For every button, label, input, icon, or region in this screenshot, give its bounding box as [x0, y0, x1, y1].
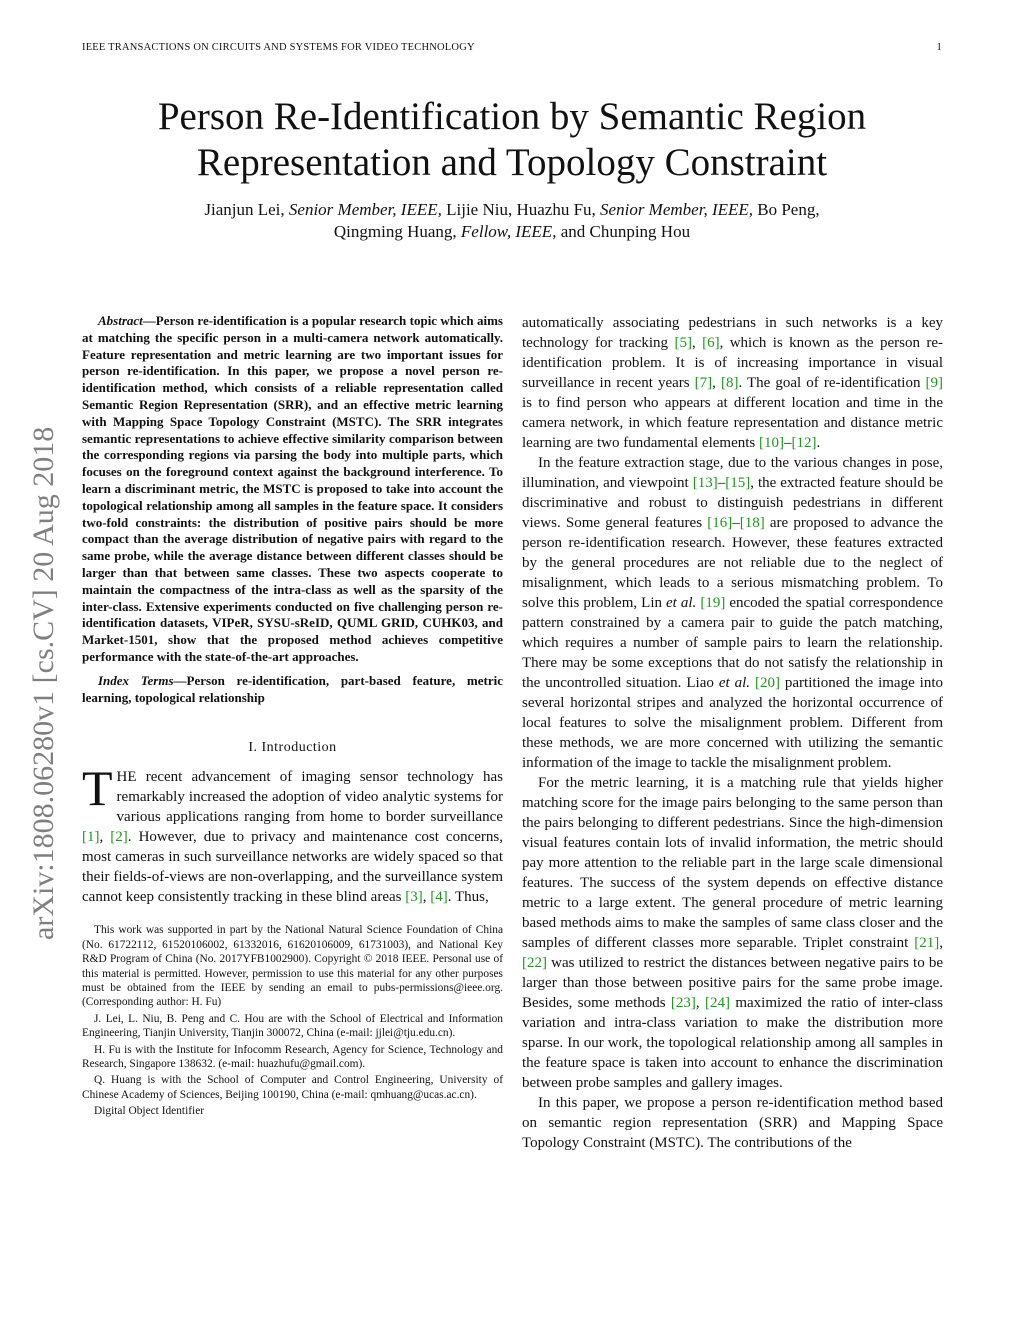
intro-paragraph-4	[522, 773, 943, 1093]
author-name: Bo Peng,	[753, 200, 820, 219]
text-run: encoded the spatial correspondence pattern constrained by a camera pair to guide the patch matching, which requires a number of sample pairs to learn the relationship. There may be some exceptions that do not satisfy the relationship in the uncontrolled situation. Liao	[522, 595, 944, 691]
citation-link[interactable]: [8]	[720, 375, 739, 391]
text-run: . Thus,	[447, 889, 489, 906]
text-run: ,	[712, 375, 721, 391]
footnotes	[82, 923, 503, 1118]
footnote-doi: Digital Object Identifier	[94, 1105, 205, 1118]
section-heading-introduction: I. Introduction	[248, 740, 337, 756]
citation-link[interactable]: [3]	[405, 889, 423, 906]
author-role: Senior Member, IEEE,	[288, 200, 442, 219]
running-header	[82, 42, 942, 53]
text-run: –	[732, 515, 740, 531]
page-number: 1	[936, 42, 942, 53]
paper-title	[40, 94, 984, 186]
citation-link[interactable]: [16]	[707, 515, 733, 531]
title-line-1: Person Re-Identification by Semantic Region	[157, 95, 867, 138]
text-run: –	[784, 435, 792, 451]
author-line-1	[40, 199, 984, 221]
text-run: ,	[99, 829, 111, 846]
text-run: ,	[691, 335, 703, 351]
citation-link[interactable]: [23]	[670, 995, 696, 1011]
citation-link[interactable]: [9]	[925, 375, 943, 391]
citation-link[interactable]: [1]	[82, 829, 100, 846]
citation-link[interactable]: [15]	[725, 475, 751, 491]
citation-link[interactable]: [21]	[914, 935, 940, 951]
text-run: automatically associating pedestrians in such networks is a key technology for tracking	[522, 315, 943, 351]
author-name: and Chunping Hou	[556, 222, 691, 241]
text-run: ,	[422, 889, 431, 906]
abstract-text: —Person re-identification is a popular research topic which aims at matching the specific person in a multi-camera network automatically. Feature representation and metric learning are two important issues for person re-identification. In this paper, we propose a novel person re-identification method, which consists of a reliable representation called Semantic Region Representation (SRR), and an effective metric learning with Mapping Space Topology Constraint (MSTC). The SRR integrates semantic representations to achieve effective similarity comparison between the corresponding regions via parsing the body into multiple parts, which focuses on the foreground context against the background interference. To learn a discriminant metric, the MSTC is proposed to take into account the topological relationship among all samples in the feature space. It considers two-fold constraints: the distribution of positive pairs should be more compact than the average distribution of negative pairs with regard to the same probe, while the average distance between different classes should be larger than that between same classes. These two aspects cooperate to maintain the compactness of the intra-class as well as the sparsity of the inter-class. Extensive experiments conducted on five challenging person re-identification datasets, VIPeR, SYSU-sReID, QUML GRID, CUHK03, and Market-1501, show that the proposed method achieves competitive performance with the state-of-the-art approaches.	[82, 313, 503, 664]
citation-link[interactable]: [2]	[110, 829, 128, 846]
citation-link[interactable]: [4]	[430, 889, 448, 906]
left-column	[82, 313, 503, 1121]
citation-link[interactable]: [12]	[791, 435, 817, 451]
index-terms-label: Index Terms	[98, 672, 174, 688]
text-run: .	[816, 435, 821, 451]
text-run: –	[717, 475, 726, 491]
et-al: et al.	[666, 595, 697, 611]
footnote-funding: This work was supported in part by the National Natural Science Foundation of China (No. 61722112, 61520106002, 61332016, 61620106009, 61731003), and National Key R&D Program of China (No. 2017YFB1002900). Copyright © 2018 IEEE. Personal use of this material is permitted. However, permission to use this material for any other purposes must be obtained from the IEEE by sending an email to pubs-permissions@ieee.org. (Corresponding author: H. Fu)	[82, 924, 503, 1009]
text-run: , the extracted feature should be discriminative and robust to distinguish pedestrians in different views. Some general features	[522, 475, 943, 531]
citation-link[interactable]: [10]	[759, 435, 784, 451]
right-column	[522, 313, 943, 1153]
text-run: In the feature extraction stage, due to the various changes in pose, illumination, and viewpoint	[522, 455, 943, 491]
citation-link[interactable]: [18]	[739, 515, 765, 531]
author-list	[40, 199, 984, 243]
footnote-affiliation: J. Lei, L. Niu, B. Peng and C. Hou are with the School of Electrical and Information Engineering, Tianjin University, Tianjin 300072, China (e-mail: jjlei@tju.edu.cn).	[82, 1012, 503, 1040]
title-line-2: Representation and Topology Constraint	[196, 141, 828, 184]
arxiv-stamp: arXiv:1808.06280v1 [cs.CV] 20 Aug 2018	[27, 426, 60, 940]
intro-paragraph-1	[82, 760, 503, 907]
author-role: Senior Member, IEEE,	[600, 200, 754, 219]
abstract	[82, 313, 503, 666]
text-run: is to find person who appears at different location and time in the camera network, in which feature representation and distance metric learning are two fundamental elements	[522, 395, 943, 451]
text-run: partitioned the image into several horizontal stripes and analyzed the horizontal occurrence of local features to solve the misalignment problem. Different from these methods, we are more concerned with utilizing the semantic information of the image to tackle the misalignment problem.	[522, 675, 944, 771]
intro-paragraph-2	[522, 313, 943, 453]
author-name: Jianjun Lei,	[204, 200, 289, 219]
footnote-affiliation: H. Fu is with the Institute for Infocomm Research, Agency for Science, Technology and Research, Singapore 138632. (e-mail: huazhufu@gmail.com).	[82, 1043, 503, 1070]
text-run: ,	[695, 995, 706, 1011]
citation-link[interactable]: [6]	[702, 335, 720, 351]
author-name: Lijie Niu, Huazhu Fu,	[441, 200, 601, 219]
citation-link[interactable]: [20]	[754, 675, 780, 691]
text-run: HE recent advancement of imaging sensor technology has remarkably increased the adoption of video analytic systems for various applications ranging from home to border surveillance	[116, 769, 503, 826]
text-run: . However, due to privacy and maintenance cost concerns, most cameras in such surveillance networks are widely spaced so that their fields-of-views are non-overlapping, and the surveillance system cannot keep consistently tracking in these blind areas	[82, 829, 503, 906]
author-name: Qingming Huang,	[333, 222, 461, 241]
citation-link[interactable]: [22]	[522, 955, 547, 971]
text-run: maximized the ratio of inter-class variation and intra-class variation to make the distribution more sparse. In our work, the topological relationship among all samples in the feature space is taken into account to enhance the discrimination between probe samples and gallery images.	[522, 995, 943, 1091]
text-run: was utilized to restrict the distances between negative pairs to be larger than those between positive pairs for the same probe image. Besides, some methods	[522, 955, 943, 1011]
et-al: et al.	[718, 675, 750, 691]
text-run: are proposed to advance the person re-identification research. However, these features extracted by the general procedures are not reliable due to the neglect of misalignment, which leads to a serious mismatching problem. To solve this problem, Lin	[522, 515, 943, 611]
citation-link[interactable]: [7]	[694, 375, 713, 391]
intro-paragraph-3	[522, 453, 943, 773]
drop-cap: T	[82, 760, 113, 817]
author-role: Fellow, IEEE,	[460, 222, 557, 241]
citation-link[interactable]: [13]	[692, 475, 718, 491]
index-terms	[82, 673, 503, 707]
text-run: ,	[939, 935, 943, 951]
citation-link[interactable]: [19]	[700, 595, 726, 611]
text-run: . The goal of re-identification	[738, 375, 926, 391]
citation-link[interactable]: [5]	[674, 335, 692, 351]
text-run: For the metric learning, it is a matching rule that yields higher matching score for the image pairs belonging to the same person than the pairs belonging to different pedestrians. Since the high-dimension visual features contain lots of invalid information, the metric should pay more attention to the reliable part in the large scale dimensional features. The success of the system depends on effective distance metric to a large extent. The general procedure of metric learning based methods aims to make the samples of same class closer and the samples of different classes more separable. Triplet constraint	[522, 775, 943, 951]
footnote-affiliation: Q. Huang is with the School of Computer and Control Engineering, University of Chinese Academy of Sciences, Beijing 100190, China (e-mail: qmhuang@ucas.ac.cn).	[82, 1074, 503, 1101]
author-line-2	[40, 221, 984, 243]
index-terms-text: —Person re-identification, part-based feature, metric learning, topological relationship	[82, 672, 504, 705]
intro-paragraph-5: In this paper, we propose a person re-identification method based on semantic region representation (SRR) and Mapping Space Topology Constraint (MSTC). The contributions of the	[522, 1095, 943, 1151]
text-run: , which is known as the person re-identification problem. It is of increasing importance in visual surveillance in recent years	[522, 335, 943, 391]
abstract-label: Abstract	[98, 313, 143, 328]
citation-link[interactable]: [24]	[705, 995, 731, 1011]
journal-name: IEEE TRANSACTIONS ON CIRCUITS AND SYSTEMS FOR VIDEO TECHNOLOGY	[82, 42, 475, 53]
